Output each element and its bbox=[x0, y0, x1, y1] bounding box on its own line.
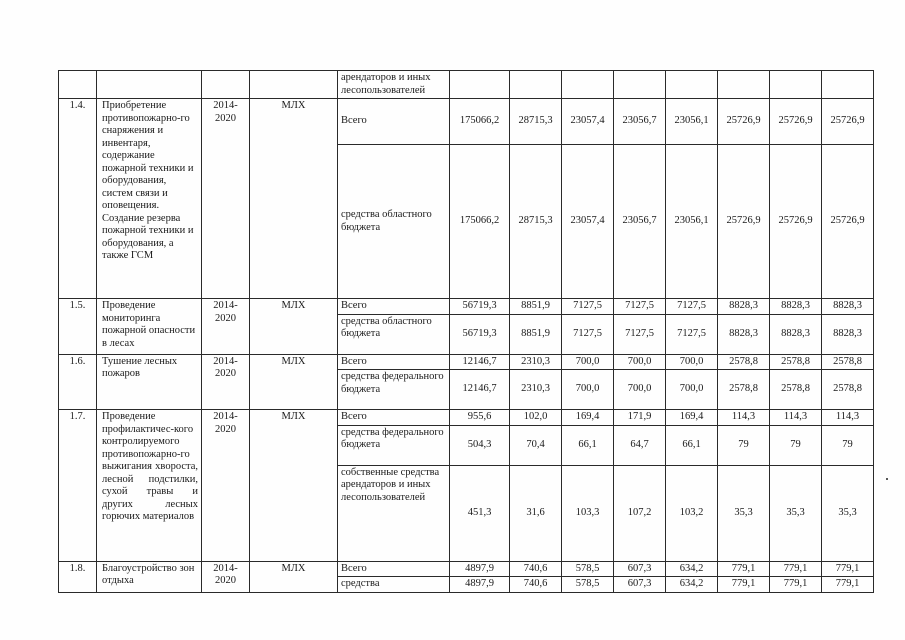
value-cell: 779,1 bbox=[718, 561, 770, 577]
value-cell: 2578,8 bbox=[822, 354, 874, 370]
value-cell: 8828,3 bbox=[718, 299, 770, 315]
value-cell: 79 bbox=[718, 425, 770, 465]
value-cell: 35,3 bbox=[822, 465, 874, 561]
value-cell: 504,3 bbox=[450, 425, 510, 465]
value-cell: 23056,1 bbox=[666, 145, 718, 299]
period: 2014-2020 bbox=[202, 410, 250, 562]
value-cell: 28715,3 bbox=[510, 99, 562, 145]
value-cell: 23057,4 bbox=[562, 99, 614, 145]
value-cell: 8828,3 bbox=[822, 299, 874, 315]
value-cell: 634,2 bbox=[666, 561, 718, 577]
value-cell: 66,1 bbox=[666, 425, 718, 465]
source-cell: средства федерального бюджета bbox=[338, 425, 450, 465]
value-cell: 8851,9 bbox=[510, 314, 562, 354]
value-cell: 2310,3 bbox=[510, 370, 562, 410]
value-cell: 25726,9 bbox=[718, 99, 770, 145]
value-cell: 25726,9 bbox=[770, 99, 822, 145]
value-cell: 7127,5 bbox=[614, 314, 666, 354]
table-row bbox=[59, 71, 874, 99]
measure-name: Тушение лесных пожаров bbox=[97, 354, 202, 410]
table-row bbox=[59, 299, 874, 315]
value-cell: 12146,7 bbox=[450, 354, 510, 370]
value-cell: 169,4 bbox=[666, 410, 718, 426]
value-cell: 7127,5 bbox=[562, 299, 614, 315]
value-cell: 114,3 bbox=[770, 410, 822, 426]
table-row bbox=[59, 354, 874, 370]
row-number: 1.7. bbox=[59, 410, 97, 562]
value-cell: 64,7 bbox=[614, 425, 666, 465]
value-cell: 103,2 bbox=[666, 465, 718, 561]
value-cell: 8828,3 bbox=[770, 314, 822, 354]
value-cell: 25726,9 bbox=[822, 99, 874, 145]
value-cell: 700,0 bbox=[562, 370, 614, 410]
value-cell: 779,1 bbox=[718, 577, 770, 593]
value-cell: 175066,2 bbox=[450, 99, 510, 145]
value-cell: 607,3 bbox=[614, 577, 666, 593]
value-cell: 955,6 bbox=[450, 410, 510, 426]
value-cell: 2578,8 bbox=[718, 354, 770, 370]
value-cell: 451,3 bbox=[450, 465, 510, 561]
value-cell: 102,0 bbox=[510, 410, 562, 426]
value-cell: 8851,9 bbox=[510, 299, 562, 315]
source-cell: Всего bbox=[338, 354, 450, 370]
value-cell: 35,3 bbox=[770, 465, 822, 561]
source-cell: Всего bbox=[338, 410, 450, 426]
value-cell: 2578,8 bbox=[718, 370, 770, 410]
value-cell: 8828,3 bbox=[718, 314, 770, 354]
value-cell: 578,5 bbox=[562, 561, 614, 577]
value-cell: 66,1 bbox=[562, 425, 614, 465]
value-cell: 25726,9 bbox=[822, 145, 874, 299]
value-cell: 740,6 bbox=[510, 561, 562, 577]
value-cell: 2310,3 bbox=[510, 354, 562, 370]
source-cell: средства bbox=[338, 577, 450, 593]
value-cell: 28715,3 bbox=[510, 145, 562, 299]
source-cell: Всего bbox=[338, 299, 450, 315]
value-cell: 4897,9 bbox=[450, 577, 510, 593]
row-number: 1.6. bbox=[59, 354, 97, 410]
value-cell: 700,0 bbox=[614, 370, 666, 410]
period: 2014-2020 bbox=[202, 99, 250, 299]
value-cell: 114,3 bbox=[822, 410, 874, 426]
row-number: 1.8. bbox=[59, 561, 97, 592]
value-cell: 31,6 bbox=[510, 465, 562, 561]
value-cell: 114,3 bbox=[718, 410, 770, 426]
source-cell: Всего bbox=[338, 99, 450, 145]
value-cell: 23056,7 bbox=[614, 99, 666, 145]
value-cell: 56719,3 bbox=[450, 299, 510, 315]
value-cell: 8828,3 bbox=[770, 299, 822, 315]
measure-name: Проведение мониторинга пожарной опасности в лесах bbox=[97, 299, 202, 355]
executor: МЛХ bbox=[250, 354, 338, 410]
value-cell: 2578,8 bbox=[822, 370, 874, 410]
value-cell: 2578,8 bbox=[770, 354, 822, 370]
row-number: 1.5. bbox=[59, 299, 97, 355]
value-cell: 12146,7 bbox=[450, 370, 510, 410]
value-cell: 779,1 bbox=[822, 577, 874, 593]
value-cell: 740,6 bbox=[510, 577, 562, 593]
source-cell: средства областного бюджета bbox=[338, 314, 450, 354]
value-cell: 103,3 bbox=[562, 465, 614, 561]
value-cell: 700,0 bbox=[666, 354, 718, 370]
value-cell: 70,4 bbox=[510, 425, 562, 465]
executor: МЛХ bbox=[250, 410, 338, 562]
value-cell: 779,1 bbox=[770, 577, 822, 593]
value-cell: 25726,9 bbox=[770, 145, 822, 299]
measure-name: Проведение профилактичес-кого контролируемого противопожарно-го выжигания хвороста, лесной подстилки, сухой травы и других лесных горючих материалов bbox=[97, 410, 202, 562]
value-cell: 607,3 bbox=[614, 561, 666, 577]
source-cell: собственные средства арендаторов и иных лесопользователей bbox=[338, 465, 450, 561]
value-cell: 35,3 bbox=[718, 465, 770, 561]
value-cell: 7127,5 bbox=[666, 314, 718, 354]
value-cell: 79 bbox=[822, 425, 874, 465]
period: 2014-2020 bbox=[202, 299, 250, 355]
value-cell: 7127,5 bbox=[562, 314, 614, 354]
value-cell: 578,5 bbox=[562, 577, 614, 593]
value-cell: 25726,9 bbox=[718, 145, 770, 299]
measure-name: Приобретение противопожарно-го снаряжения и инвентаря, содержание пожарной техники и оборудования, систем связи и оповещения. Создание резерва пожарной техники и оборудования, а также ГСМ bbox=[97, 99, 202, 299]
measure-name: Благоустройство зон отдыха bbox=[97, 561, 202, 592]
value-cell: 169,4 bbox=[562, 410, 614, 426]
value-cell: 700,0 bbox=[562, 354, 614, 370]
value-cell: 779,1 bbox=[822, 561, 874, 577]
budget-table bbox=[58, 70, 874, 593]
value-cell: 23057,4 bbox=[562, 145, 614, 299]
value-cell: 23056,7 bbox=[614, 145, 666, 299]
source-cell: средства федерального бюджета bbox=[338, 370, 450, 410]
value-cell: 23056,1 bbox=[666, 99, 718, 145]
scan-speck bbox=[886, 478, 888, 480]
table-row bbox=[59, 410, 874, 426]
row-number: 1.4. bbox=[59, 99, 97, 299]
value-cell: 7127,5 bbox=[666, 299, 718, 315]
table-row bbox=[59, 561, 874, 577]
value-cell: 4897,9 bbox=[450, 561, 510, 577]
executor: МЛХ bbox=[250, 299, 338, 355]
executor: МЛХ bbox=[250, 99, 338, 299]
executor: МЛХ bbox=[250, 561, 338, 592]
value-cell: 79 bbox=[770, 425, 822, 465]
value-cell: 700,0 bbox=[666, 370, 718, 410]
table-row bbox=[59, 99, 874, 145]
source-cell: средства областного бюджета bbox=[338, 145, 450, 299]
value-cell: 700,0 bbox=[614, 354, 666, 370]
source-cell: Всего bbox=[338, 561, 450, 577]
value-cell: 175066,2 bbox=[450, 145, 510, 299]
value-cell: 107,2 bbox=[614, 465, 666, 561]
value-cell: 779,1 bbox=[770, 561, 822, 577]
value-cell: 171,9 bbox=[614, 410, 666, 426]
source-cell: арендаторов и иных лесопользователей bbox=[338, 71, 450, 99]
value-cell: 2578,8 bbox=[770, 370, 822, 410]
value-cell: 56719,3 bbox=[450, 314, 510, 354]
value-cell: 634,2 bbox=[666, 577, 718, 593]
value-cell: 7127,5 bbox=[614, 299, 666, 315]
value-cell: 8828,3 bbox=[822, 314, 874, 354]
period: 2014-2020 bbox=[202, 354, 250, 410]
period: 2014-2020 bbox=[202, 561, 250, 592]
